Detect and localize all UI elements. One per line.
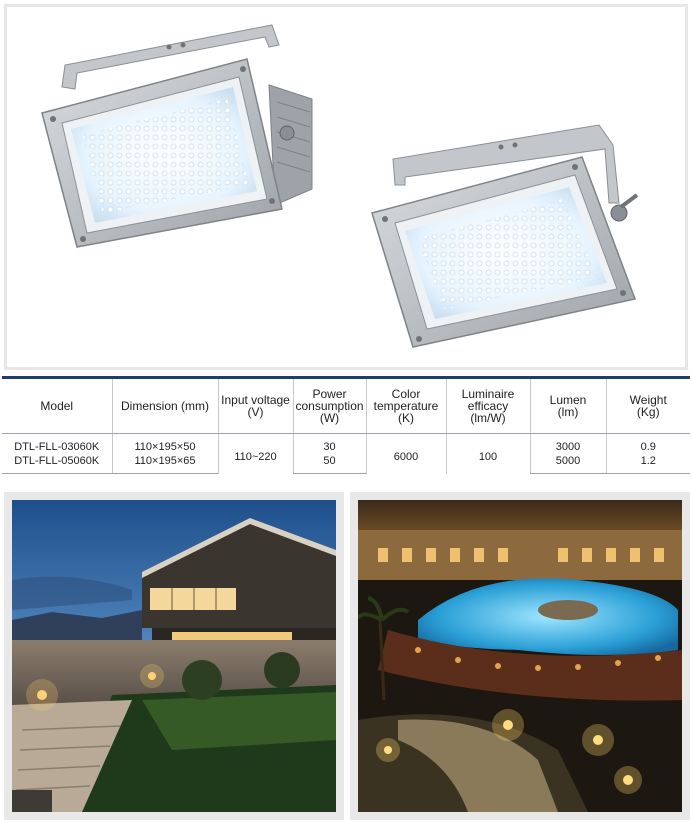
cell-weight: 0.9	[606, 434, 690, 454]
product-image-panel	[4, 4, 688, 370]
application-photo-house	[4, 492, 344, 820]
header-model: Model	[2, 378, 112, 434]
floodlight-small	[372, 125, 637, 347]
cell-model: DTL-FLL-05060K	[2, 454, 112, 474]
cell-power: 30	[293, 434, 366, 454]
header-input-voltage: Input voltage (V)	[218, 378, 293, 434]
resort-night-image	[358, 500, 682, 812]
cell-dimension: 110×195×50	[112, 434, 218, 454]
table-row	[2, 434, 690, 454]
house-dusk-image	[12, 500, 336, 812]
cell-lumen: 3000	[530, 434, 606, 454]
cell-efficacy: 100	[446, 434, 530, 474]
cell-input-voltage: 110~220	[218, 434, 293, 474]
table-row	[2, 454, 690, 474]
floodlight-large	[42, 25, 312, 247]
header-color-temperature: Color temperature (K)	[366, 378, 446, 434]
header-luminaire-efficacy: Luminaire efficacy (lm/W)	[446, 378, 530, 434]
header-power-consumption: Power consumption (W)	[293, 378, 366, 434]
header-lumen: Lumen (lm)	[530, 378, 606, 434]
cell-model: DTL-FLL-03060K	[14, 440, 100, 453]
cell-lumen: 5000	[530, 454, 606, 474]
header-dimension: Dimension (mm)	[112, 378, 218, 434]
cell-color-temperature: 6000	[366, 434, 446, 474]
floodlight-products-image	[7, 7, 685, 367]
cell-weight: 1.2	[606, 454, 690, 474]
spec-table	[2, 376, 690, 474]
cell-dimension: 110×195×65	[112, 454, 218, 474]
application-photo-resort	[350, 492, 690, 820]
spec-table-header	[2, 378, 690, 434]
cell-power: 50	[293, 454, 366, 474]
header-weight: Weight (Kg)	[606, 378, 690, 434]
